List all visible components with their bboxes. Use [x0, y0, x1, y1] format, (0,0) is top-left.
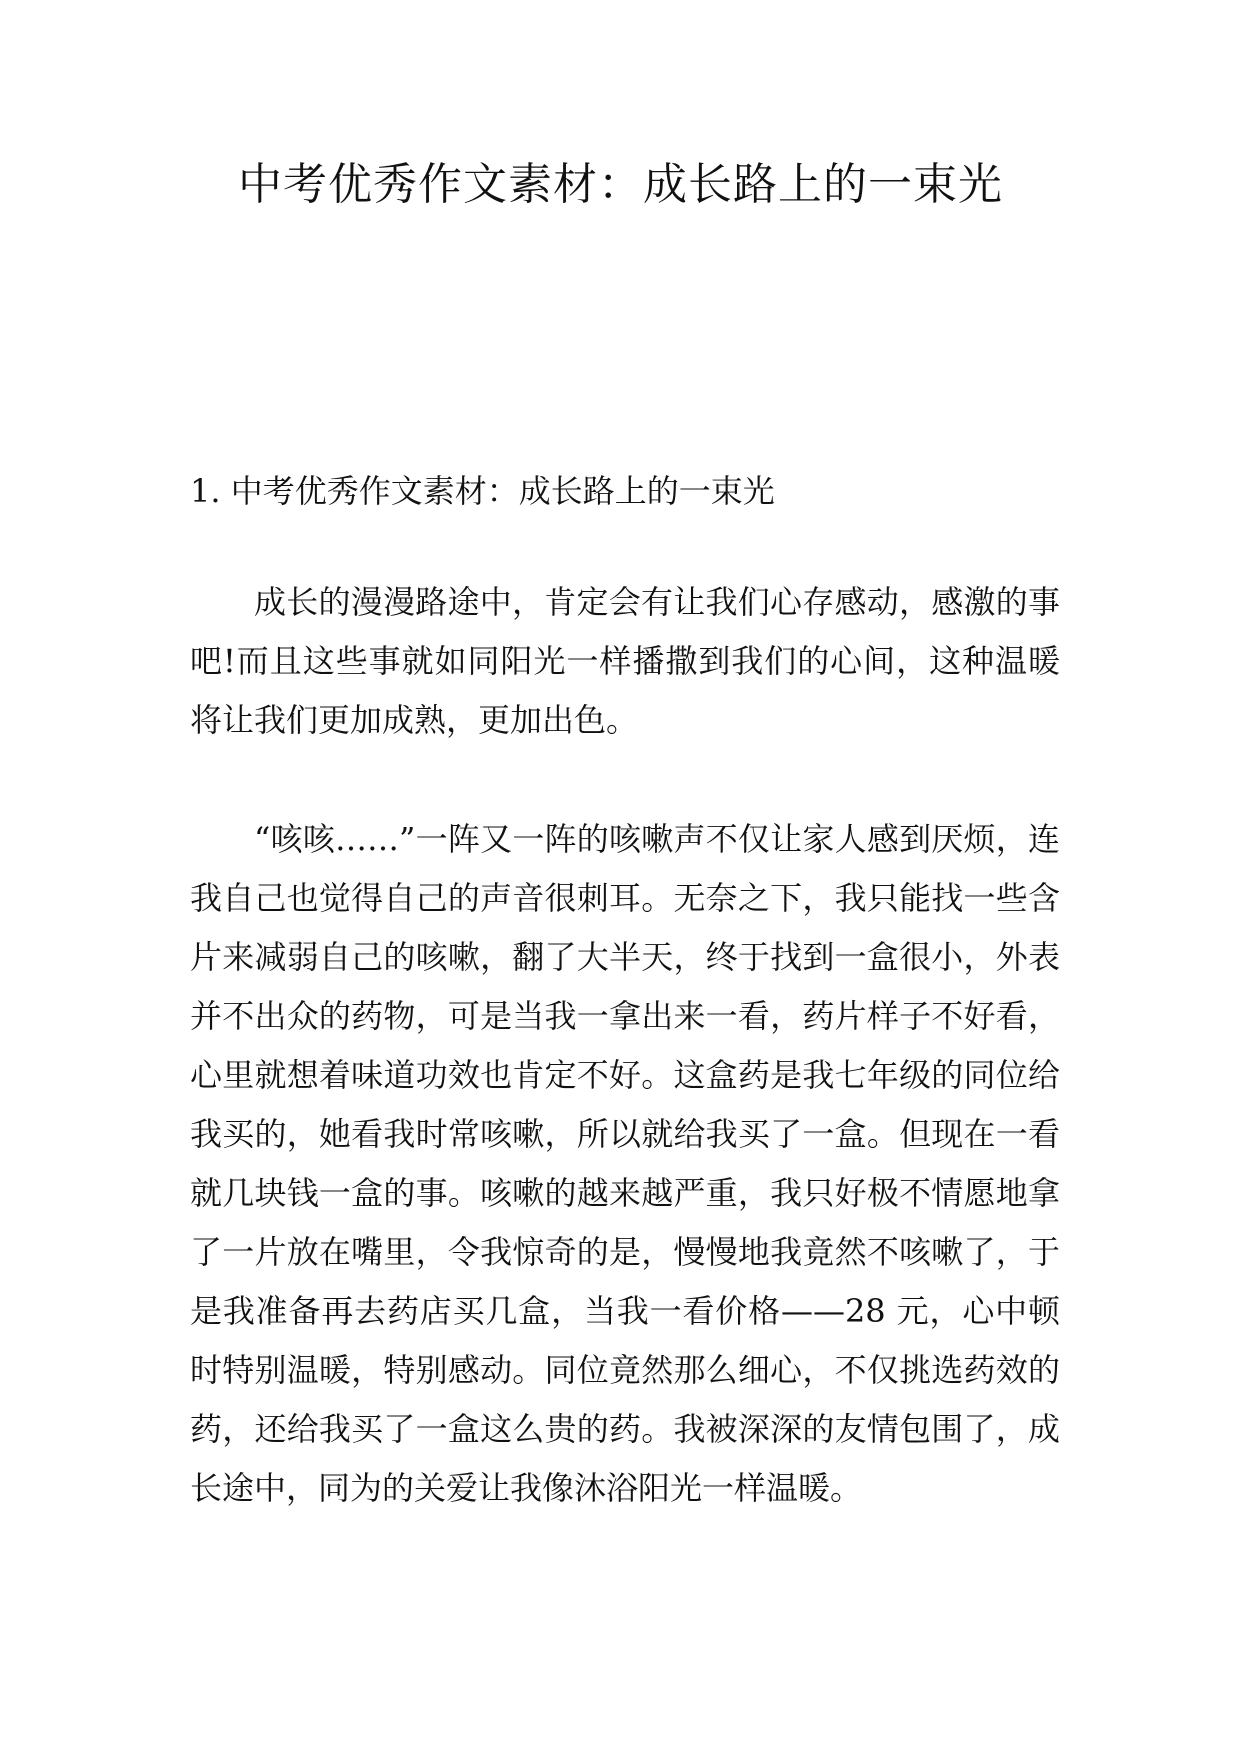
section-heading: 1. 中考优秀作文素材：成长路上的一束光	[190, 472, 775, 510]
paragraph-intro: 成长的漫漫路途中，肯定会有让我们心存感动，感激的事吧!而且这些事就如同阳光一样播撒到我们的心间，这种温暖将让我们更加成熟，更加出色。	[190, 583, 1060, 739]
paragraph-story: “咳咳……”一阵又一阵的咳嗽声不仅让家人感到厌烦，连我自己也觉得自己的声音很刺耳。无奈之下，我只能找一些含片来减弱自己的咳嗽，翻了大半天，终于找到一盒很小，外表并不出众的药物，可是当我一拿出来一看，药片样子不好看，心里就想着味道功效也肯定不好。这盒药是我七年级的同位给我买的，她看我时常咳嗽，所以就给我买了一盒。但现在一看就几块钱一盒的事。咳嗽的越来越严重，我只好极不情愿地拿了一片放在嘴里，令我惊奇的是，慢慢地我竟然不咳嗽了，于是我准备再去药店买几盒，当我一看价格——28 元，心中顿时特别温暖，特别感动。同位竟然那么细心，不仅挑选药效的药，还给我买了一盒这么贵的药。我被深深的友情包围了，成长途中，同为的关爱让我像沐浴阳光一样温暖。	[190, 820, 1060, 1507]
document-title: 中考优秀作文素材：成长路上的一束光	[238, 159, 1003, 210]
